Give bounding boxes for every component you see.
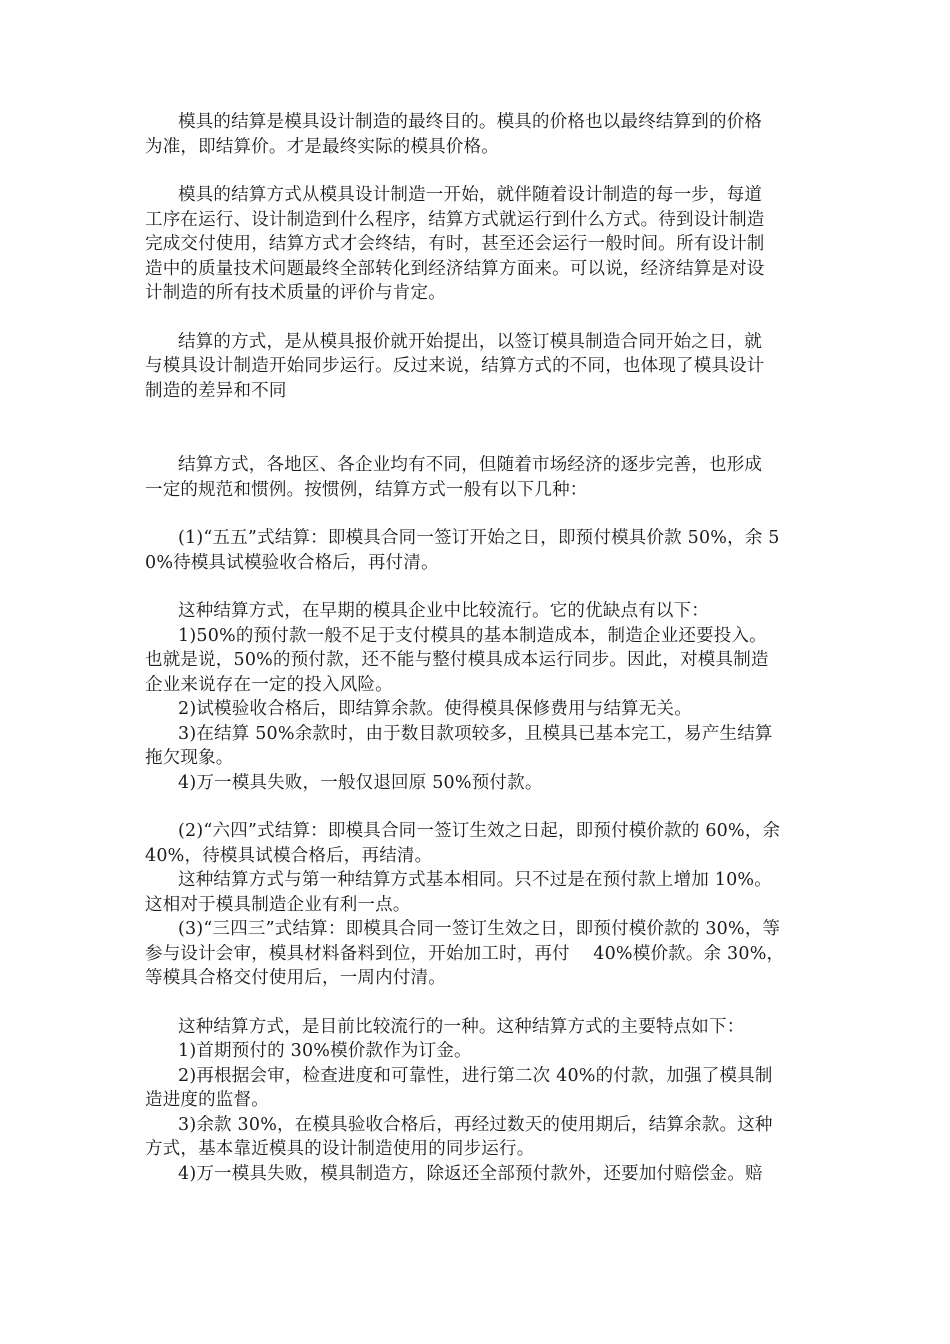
text-line: 计制造的所有技术质量的评价与肯定。 bbox=[145, 283, 446, 303]
text-line: 造进度的监督。 bbox=[145, 1090, 269, 1110]
text-line: 3)在结算 50%余款时，由于数目款项较多，且模具已基本完工，易产生结算 bbox=[178, 723, 773, 744]
text-line: (2)“六四”式结算：即模具合同一签订生效之日起，即预付模价款的 60%，余 bbox=[178, 821, 781, 841]
text-line: 企业来说存在一定的投入风险。 bbox=[145, 674, 393, 695]
text-line: 拖欠现象。 bbox=[145, 748, 234, 768]
text-line: 完成交付使用，结算方式才会终结，有时，甚至还会运行一般时间。所有设计制 bbox=[145, 234, 765, 254]
text-line: 也就是说，50%的预付款，还不能与整付模具成本运行同步。因此，对模具制造 bbox=[145, 650, 769, 670]
text-line: 模具的结算是模具设计制造的最终目的。模具的价格也以最终结算到的价格 bbox=[178, 112, 763, 132]
paragraph-6 bbox=[145, 599, 810, 795]
text-line: 这种结算方式与第一种结算方式基本相同。只不过是在预付款上增加 10%。 bbox=[178, 870, 772, 890]
text-line: (1)“五五”式结算：即模具合同一签订开始之日，即预付模具价款 50%，余 5 bbox=[178, 528, 780, 548]
text-line: 2)试模验收合格后，即结算余款。使得模具保修费用与结算无关。 bbox=[178, 699, 692, 719]
text-line: 4)万一模具失败，模具制造方，除返还全部预付款外，还要加付赔偿金。赔 bbox=[178, 1163, 763, 1184]
text-line: 40%，待模具试模合格后，再结清。 bbox=[145, 845, 433, 866]
text-line: 造中的质量技术问题最终全部转化到经济结算方面来。可以说，经济结算是对设 bbox=[145, 258, 765, 279]
text-line: 2)再根据会审，检查进度和可靠性，进行第二次 40%的付款，加强了模具制 bbox=[178, 1065, 773, 1086]
text-line: 方式，基本靠近模具的设计制造使用的同步运行。 bbox=[145, 1139, 535, 1159]
text-line: (3)“三四三”式结算：即模具合同一签订生效之日，即预付模价款的 30%，等 bbox=[178, 919, 781, 939]
paragraph-4 bbox=[145, 453, 810, 502]
text-line: 与模具设计制造开始同步运行。反过来说，结算方式的不同，也体现了模具设计 bbox=[145, 356, 765, 376]
paragraph-3 bbox=[145, 330, 810, 404]
text-line: 为准，即结算价。才是最终实际的模具价格。 bbox=[145, 136, 499, 157]
text-line: 参与设计会审，模具材料备料到位，开始加工时，再付 40%模价款。余 30%， bbox=[145, 943, 785, 964]
text-line: 等模具合格交付使用后，一周内付清。 bbox=[145, 968, 446, 988]
text-line: 结算的方式，是从模具报价就开始提出，以签订模具制造合同开始之日，就 bbox=[178, 331, 763, 352]
text-line: 这种结算方式，是目前比较流行的一种。这种结算方式的主要特点如下： bbox=[178, 1016, 745, 1037]
text-line: 结算方式，各地区、各企业均有不同，但随着市场经济的逐步完善，也形成 bbox=[178, 455, 763, 475]
text-line: 这相对于模具制造企业有利一点。 bbox=[145, 894, 411, 915]
text-line: 工序在运行、设计制造到什么程序，结算方式就运行到什么方式。待到设计制造 bbox=[145, 209, 765, 230]
text-line: 3)余款 30%，在模具验收合格后，再经过数天的使用期后，结算余款。这种 bbox=[178, 1114, 773, 1135]
text-line: 0%待模具试模验收合格后，再付清。 bbox=[145, 552, 439, 573]
text-line: 4)万一模具失败，一般仅退回原 50%预付款。 bbox=[178, 772, 543, 793]
text-line: 这种结算方式，在早期的模具企业中比较流行。它的优缺点有以下： bbox=[178, 601, 709, 621]
text-line: 模具的结算方式从模具设计制造一开始，就伴随着设计制造的每一步，每道 bbox=[178, 185, 763, 205]
text-line: 1)首期预付的 30%模价款作为订金。 bbox=[178, 1041, 472, 1061]
paragraph-2 bbox=[145, 183, 810, 306]
text-line: 制造的差异和不同 bbox=[145, 380, 287, 401]
text-line: 一定的规范和惯例。按惯例，结算方式一般有以下几种： bbox=[145, 479, 588, 500]
document-body bbox=[145, 110, 810, 1186]
paragraph-7 bbox=[145, 819, 810, 991]
paragraph-5 bbox=[145, 526, 810, 575]
text-line: 1)50%的预付款一般不足于支付模具的基本制造成本，制造企业还要投入。 bbox=[178, 625, 767, 646]
paragraph-8 bbox=[145, 1015, 810, 1187]
paragraph-1 bbox=[145, 110, 810, 159]
